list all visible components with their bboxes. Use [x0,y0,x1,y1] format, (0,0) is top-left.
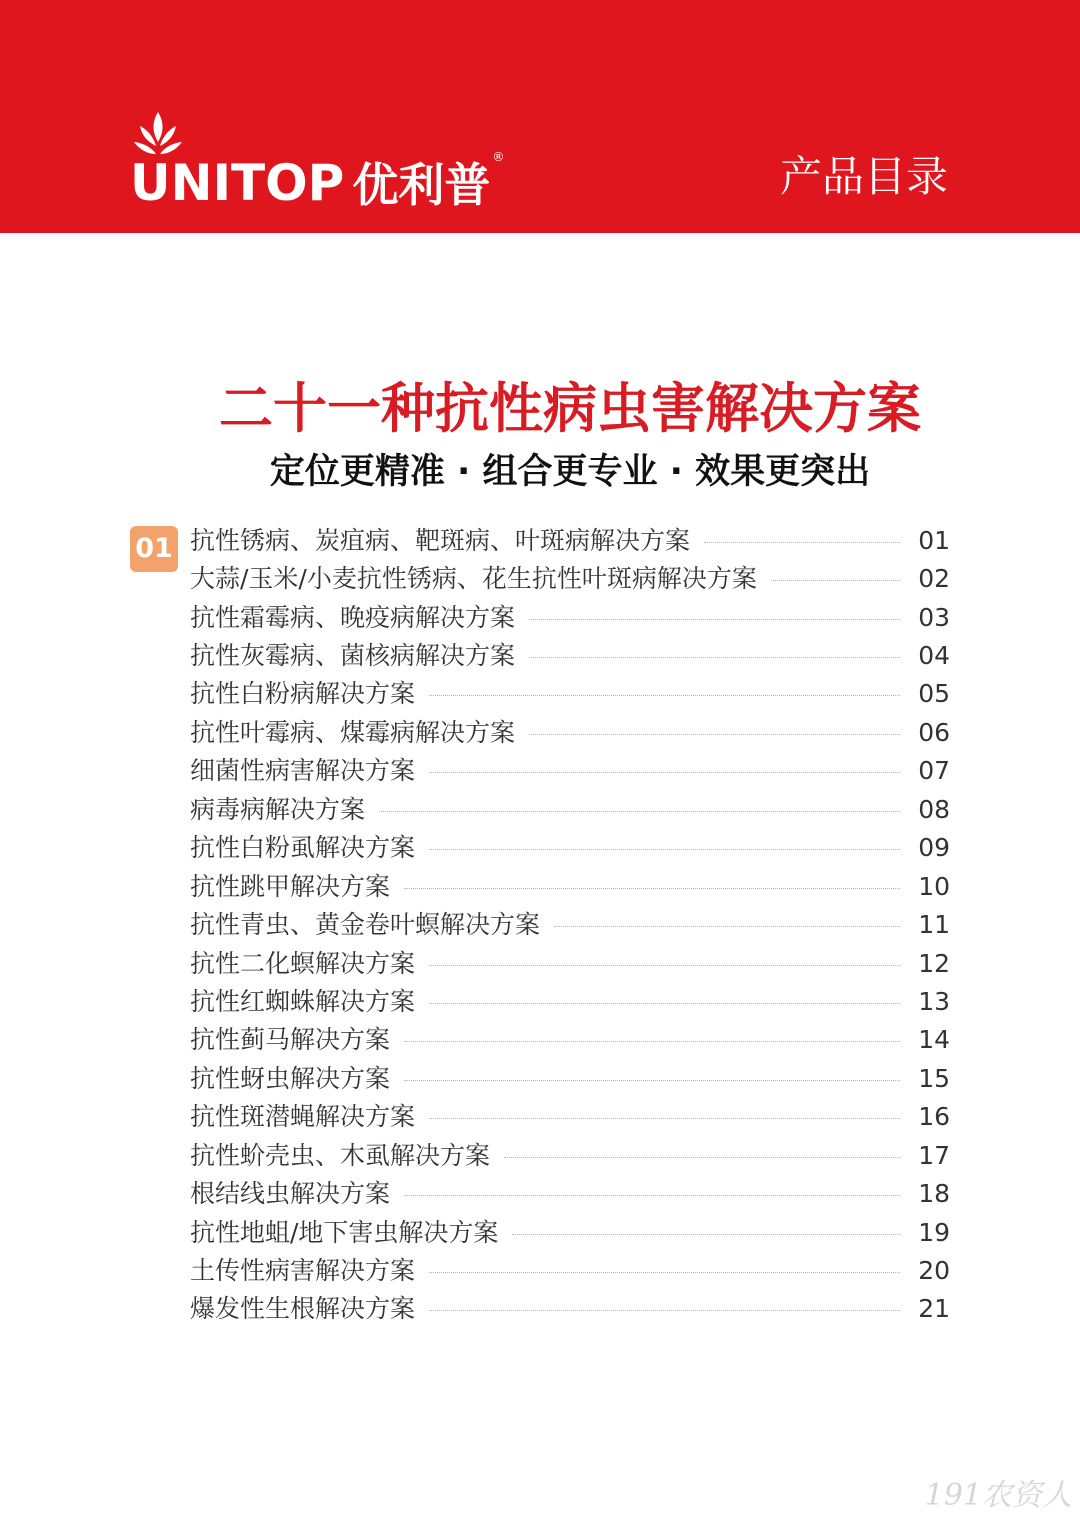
toc-entry-title: 病毒病解决方案 [190,794,366,824]
toc-entry-page: 21 [918,1294,950,1324]
toc-entry-page: 18 [918,1179,950,1209]
toc-entry-title: 爆发性生根解决方案 [190,1294,416,1324]
toc-entry[interactable] [190,1021,950,1059]
dotted-leader [504,1157,900,1158]
toc-entry-page: 16 [918,1102,950,1132]
toc-entry-title: 抗性地蛆/地下害虫解决方案 [190,1217,499,1247]
toc-entry-page: 02 [918,564,950,594]
toc-entry[interactable] [190,598,950,636]
toc-entry[interactable] [190,790,950,828]
toc-entry-title: 抗性青虫、黄金卷叶螟解决方案 [190,910,541,940]
dotted-leader [771,580,900,581]
toc-entry[interactable] [190,982,950,1020]
brand-name-cn: 优利普 [352,158,491,212]
toc-entry-page: 20 [918,1256,950,1286]
toc-entry-page: 04 [918,641,950,671]
toc-entry-title: 抗性蓟马解决方案 [190,1025,391,1055]
dotted-leader [529,657,900,658]
dotted-leader [429,965,900,966]
toc-entry-page: 12 [918,948,950,978]
toc-entry-page: 11 [918,910,950,940]
toc-entry-title: 抗性蚧壳虫、木虱解决方案 [190,1140,491,1170]
toc-entry[interactable] [190,1213,950,1251]
toc-entry-title: 抗性锈病、炭疽病、靶斑病、叶斑病解决方案 [190,525,691,555]
page-title: 二十一种抗性病虫害解决方案 [219,377,921,440]
dotted-leader [529,734,900,735]
toc-entry-title: 抗性白粉病解决方案 [190,679,416,709]
toc-entry-title: 抗性灰霉病、菌核病解决方案 [190,641,516,671]
toc-entry[interactable] [190,1290,950,1328]
toc-entry-page: 15 [918,1063,950,1093]
toc-entry-title: 土传性病害解决方案 [190,1256,416,1286]
toc-entry[interactable] [190,1251,950,1289]
toc-entry[interactable] [190,559,950,597]
dotted-leader [554,926,900,927]
dotted-leader [404,1195,900,1196]
brand-logo [130,108,505,212]
toc-entry-title: 大蒜/玉米/小麦抗性锈病、花生抗性叶斑病解决方案 [190,564,757,594]
toc-entry-title: 根结线虫解决方案 [190,1179,391,1209]
catalog-label: 产品目录 [779,152,948,201]
toc-entry-title: 抗性叶霉病、煤霉病解决方案 [190,717,516,747]
toc-entry-page: 01 [918,525,950,555]
toc-entry-page: 07 [918,756,950,786]
toc-entry[interactable] [190,944,950,982]
toc-entry[interactable] [190,636,950,674]
toc-entry-title: 抗性斑潜蝇解决方案 [190,1102,416,1132]
toc-entry-title: 抗性红蜘蛛解决方案 [190,986,416,1016]
dotted-leader [429,695,900,696]
toc-entry-page: 05 [918,679,950,709]
toc-entry-page: 13 [918,986,950,1016]
toc-entry-page: 10 [918,871,950,901]
toc-entry-page: 03 [918,602,950,632]
toc-entry-title: 抗性跳甲解决方案 [190,871,391,901]
dotted-leader [512,1234,900,1235]
toc-entry-page: 19 [918,1217,950,1247]
dotted-leader [704,542,900,543]
toc-entry-title: 细菌性病害解决方案 [190,756,416,786]
table-of-contents [190,521,950,1328]
toc-entry[interactable] [190,867,950,905]
dotted-leader [379,811,900,812]
dotted-leader [404,1041,900,1042]
toc-entry-page: 09 [918,833,950,863]
page-subtitle: 定位更精准 · 组合更专业 · 效果更突出 [269,452,871,492]
toc-entry-title: 抗性白粉虱解决方案 [190,833,416,863]
dotted-leader [404,888,900,889]
toc-entry-title: 抗性蚜虫解决方案 [190,1063,391,1093]
toc-entry[interactable] [190,905,950,943]
dotted-leader [429,772,900,773]
toc-entry-page: 14 [918,1025,950,1055]
dotted-leader [529,619,900,620]
toc-entry-title: 抗性霜霉病、晚疫病解决方案 [190,602,516,632]
toc-entry[interactable] [190,1174,950,1212]
toc-entry-title: 抗性二化螟解决方案 [190,948,416,978]
dotted-leader [429,1003,900,1004]
registered-mark: ® [492,150,505,164]
dotted-leader [429,849,900,850]
dotted-leader [429,1272,900,1273]
toc-entry-page: 17 [918,1140,950,1170]
toc-entry[interactable] [190,752,950,790]
toc-entry[interactable] [190,1136,950,1174]
toc-entry[interactable] [190,829,950,867]
watermark: 191农资人 [924,1478,1072,1513]
toc-entry[interactable] [190,713,950,751]
dotted-leader [429,1118,900,1119]
dotted-leader [429,1310,900,1311]
toc-entry[interactable] [190,675,950,713]
toc-entry[interactable] [190,1059,950,1097]
dotted-leader [404,1080,900,1081]
toc-entry-page: 06 [918,717,950,747]
toc-entry[interactable] [190,1098,950,1136]
toc-entry-page: 08 [918,794,950,824]
toc-entry[interactable] [190,521,950,559]
brand-name-en: UNITOP [130,154,345,212]
section-badge: 01 [130,526,178,572]
header-banner [0,0,1080,233]
